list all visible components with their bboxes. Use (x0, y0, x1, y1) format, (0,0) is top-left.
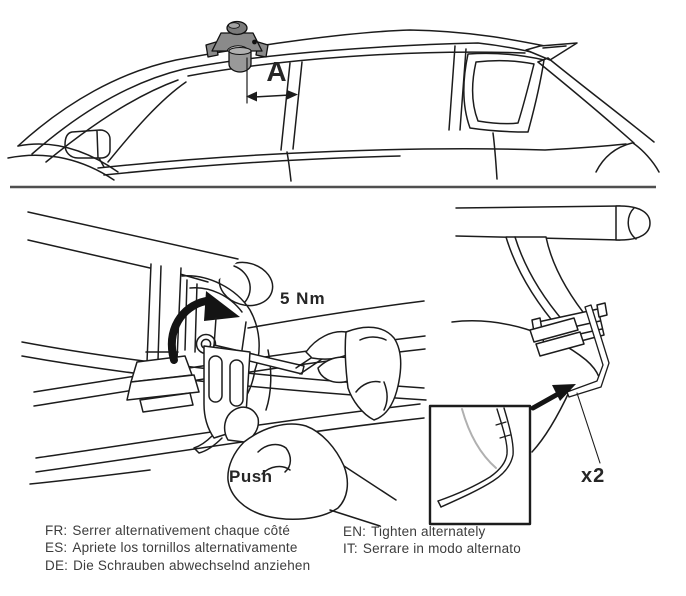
clamp-block-right-tab (597, 303, 607, 317)
tower-strap-lines (185, 280, 197, 352)
torque-label: 5 Nm (280, 289, 326, 308)
car-rear-door-shutline (493, 133, 497, 179)
car-c-pillar (449, 46, 466, 130)
pointer-arrow-shaft (533, 394, 558, 408)
inset-box-frame (430, 406, 530, 524)
caption-fr-text: Serrer alternativement chaque côté (72, 523, 291, 538)
push-label: Push (229, 467, 273, 486)
caption-it (343, 540, 521, 557)
bracket-hangers (214, 318, 246, 350)
car-hatch-corner (633, 143, 659, 172)
crossbar-end-cap2 (616, 206, 650, 240)
caption-es-lang: ES: (45, 540, 68, 556)
car-beltline-lower (104, 156, 400, 175)
car-d-pillar-inner (538, 62, 634, 143)
quantity-label: x2 (581, 465, 606, 487)
car-rear-wheel-arch (596, 143, 632, 172)
caption-de (45, 557, 310, 574)
tightening-hand (306, 327, 401, 420)
dimension-a-arrowhead-left (246, 92, 257, 102)
crossbar-body-fill (28, 212, 240, 286)
captions-right (343, 523, 521, 558)
inset-zoom-box (430, 406, 530, 524)
crossbar-end-top (456, 206, 620, 208)
dimension-a-label: A (266, 56, 288, 87)
car-quarter-window-inner (472, 61, 534, 124)
car-side-view-illustration (8, 22, 659, 182)
tightening-step-illustration (22, 212, 426, 526)
roof-mount-cylinder-top (229, 48, 251, 55)
car-roof-outer-line (18, 30, 545, 146)
dimension-a-arrowhead-right (287, 90, 298, 100)
foot-strap (506, 237, 609, 397)
bracket-tail (194, 436, 222, 453)
tightening-hand-body (345, 327, 400, 420)
caption-it-text: Serrare in modo alternato (362, 541, 521, 557)
caption-es (45, 539, 310, 556)
hook-step-illustration (430, 206, 650, 524)
caption-fr-lang: FR: (45, 523, 68, 538)
crossbar-end (456, 206, 650, 240)
dimension-a-arrow-line (254, 95, 290, 97)
caption-es-text: Apriete los tornillos alternativamente (72, 540, 298, 556)
caption-de-lang: DE: (45, 557, 69, 573)
caption-en-text: Tighten alternately (371, 524, 486, 539)
caption-it-lang: IT: (343, 541, 358, 557)
caption-fr (45, 522, 310, 539)
car-beltline (98, 144, 626, 168)
captions-left (45, 522, 310, 574)
caption-en-lang: EN: (343, 524, 367, 539)
roof-mount-knob-highlight (229, 23, 240, 29)
quantity-leader-line (577, 393, 600, 463)
caption-de-text: Die Schrauben abwechselnd anziehen (73, 557, 311, 573)
car-front-door-shutline (287, 152, 291, 181)
caption-en (343, 523, 521, 540)
roof-mount-hole (252, 40, 257, 45)
car-d-pillar-outer (548, 58, 654, 142)
